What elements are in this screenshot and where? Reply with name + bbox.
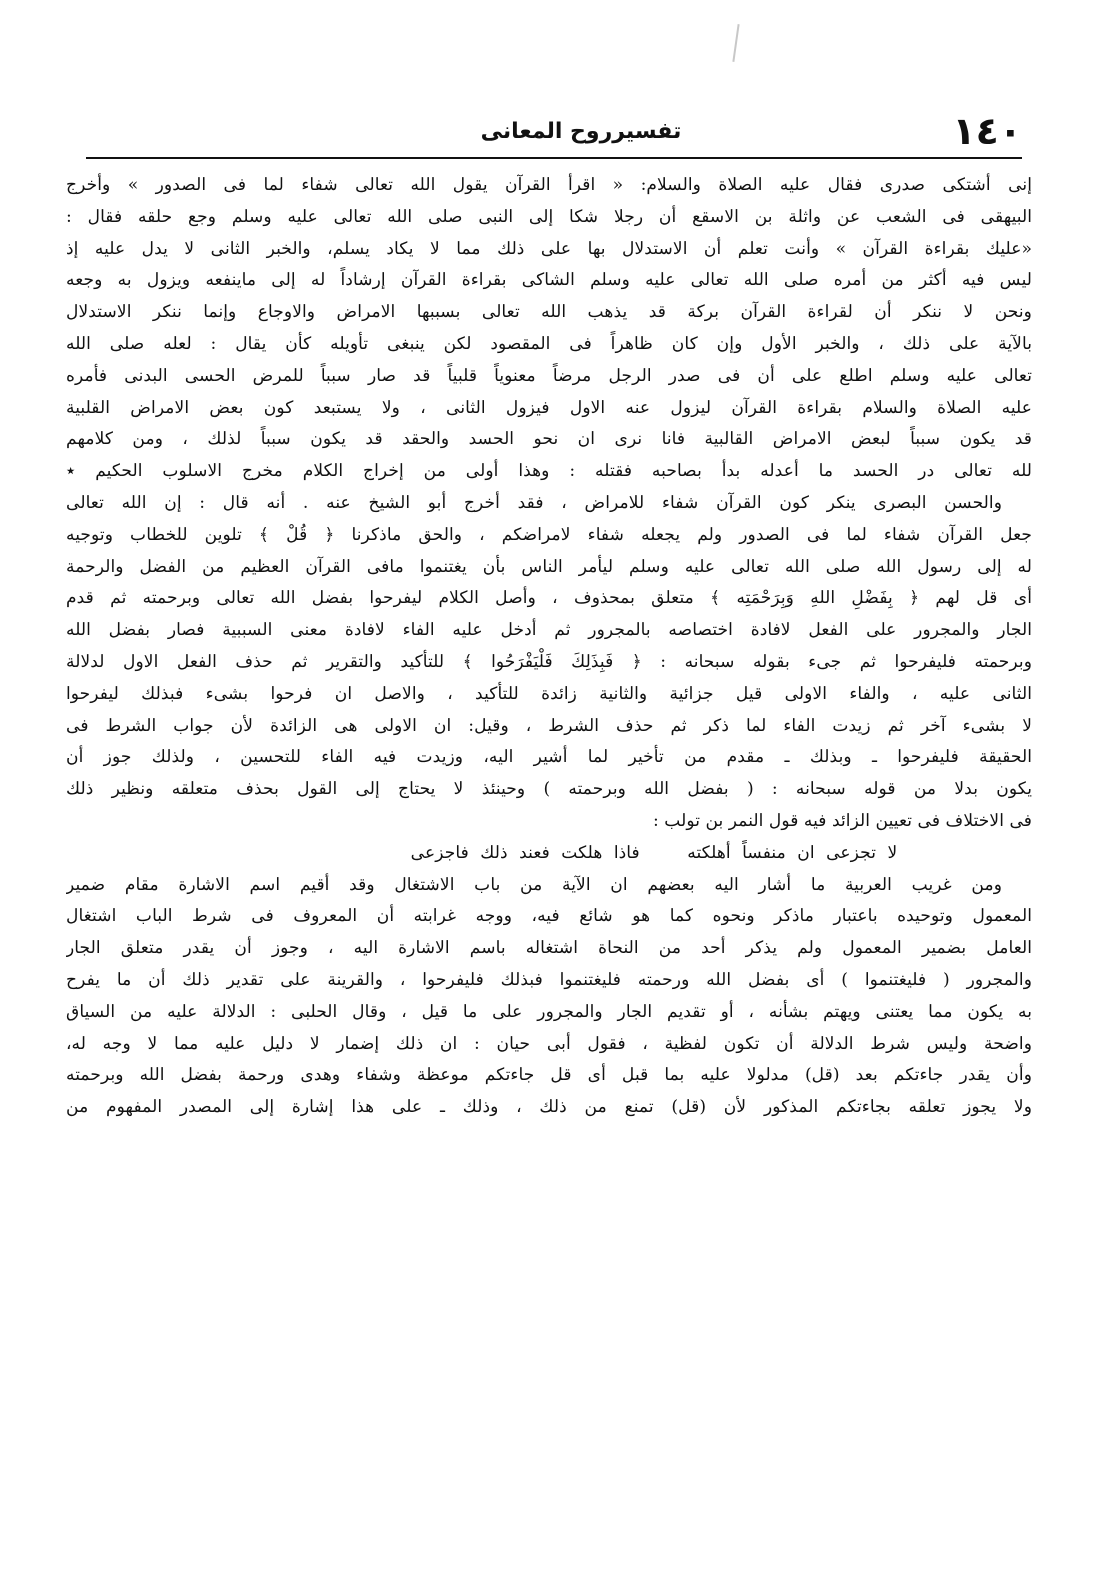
text-line: واضحة وليس شرط الدلالة أن تكون لفظية ، فقول أبى حيان : ان ذلك إضمار لا دليل عليه مما لا وجه له، [66,1033,1032,1054]
text-line: وأن يقدر جاءتكم بعد (قل) مدلولا عليه بما قبل أى قل جاءتكم موعظة وشفاء وهدى ورحمة بفضل الله وبرحمته [66,1065,1032,1086]
text-line: أى قل لهم ﴿ بِفَضْلِ اللهِ وَبِرَحْمَتِه ﴾ متعلق بمحذوف ، وأصل الكلام ليفرحوا بفضل الله تعالى وبرحمته ثم قدم [66,588,1032,609]
text-line: إنى أشتكى صدرى فقال عليه الصلاة والسلام: « اقرأ القرآن يقول الله تعالى شفاء لما فى الصدور » وأخرج [66,175,1032,195]
header-rule [86,157,1022,159]
text-line: والحسن البصرى ينكر كون القرآن شفاء للامراض ، فقد أخرج أبو الشيخ عنه . أنه قال : إن الله تعالى [66,492,1002,513]
text-line: عليه الصلاة والسلام بقراءة القرآن ليزول عنه الاول فيزول الثانى ، ولا يستبعد كون بعض الامراض القلبية [66,397,1032,418]
text-line: به يكون مما يعتنى ويهتم بشأنه ، أو تقديم الجار والمجرور على ما قيل ، وقال الحلبى : الدلالة عليه من السياق [66,1001,1032,1022]
text-line: ومن غريب العربية ما أشار اليه بعضهم ان الآية من باب الاشتغال وقد أقيم اسم الاشارة مقام ضمير [66,874,1002,895]
text-line: بالآية على ذلك ، والخبر الأول وإن كان ظاهراً فى المقصود لكن ينبغى تأويله كأن يقال : لعله صلى الله [66,333,1032,354]
text-line: يكون بدلا من قوله سبحانه : ( بفضل الله وبرحمته ) وحينئذ لا يحتاج إلى القول بحذف متعلقه ونظير ذلك [66,779,1032,800]
text-line: له إلى رسول الله صلى الله تعالى عليه وسلم ليأمر الناس بأن يغتنموا مافى القرآن العظيم من الفضل والرحمة [66,556,1032,577]
verse-second-hemistich: فاذا هلكت فعند ذلك فاجزعى [410,842,640,863]
text-line: لله تعالى در الحسد ما أعدله بدأ بصاحبه فقتله : وهذا أولى من إخراج الكلام مخرج الاسلوب الحكيم ٭ [66,461,1032,482]
text-line: البيهقى فى الشعب عن واثلة بن الاسقع أن رجلا شكا إلى النبى صلى الله تعالى عليه وسلم وجع حلقه فقال : [66,206,1032,227]
text-line: ولا يجوز تعلقه بجاءتكم المذكور لأن (قل) تمنع من ذلك ، وذلك ـ على هذا إشارة إلى المصدر المفهوم من [66,1097,1032,1118]
text-line: الثانى عليه ، والفاء الاولى قيل جزائية والثانية زائدة للتأكيد ، والاصل ان فرحوا بشىء فبذلك ليفرحوا [66,683,1032,704]
text-line: ونحن لا ننكر أن لقراءة القرآن بركة قد يذهب الله تعالى بسببها الامراض والاوجاع وإنما ننكر الاستدلال [66,302,1032,323]
text-line: والمجرور ( فليغتنموا ) أى بفضل الله ورحمته فليغتنموا فبذلك فليفرحوا ، والقرينة على تقدير ذلك أن ما يفرح [66,969,1032,990]
verse-first-hemistich: لا تجزعى ان منفساً أهلكته [687,842,898,863]
text-line: ليس فيه أكثر من أمره صلى الله تعالى عليه وسلم الشاكى بقراءة القرآن إرشاداً له إلى ماينفعه ويزول به وجعه [66,270,1032,291]
text-line: الحقيقة فليفرحوا ـ وبذلك ـ مقدم من تأخير لما أشير اليه، وزيدت فيه الفاء للتحسين ، ولذلك جوز أن [66,747,1032,768]
main-text [66,170,1032,1124]
text-line: جعل القرآن شفاء لما فى الصدور ولم يجعله شفاء لامراضكم ، والحق ماذكرنا ﴿ قُلْ ﴾ تلوين للخطاب وتوجيه [66,524,1032,545]
text-line: لا بشىء آخر ثم زيدت الفاء لما ذكر ثم حذف الشرط ، وقيل: ان الاولى هى الزائدة لأن جواب الشرط فى [66,715,1032,736]
page-header [86,108,1022,160]
page-number: ١٤٠ [952,109,1022,153]
text-line: تعالى عليه وسلم اطلع على أن فى صدر الرجل مرضاً معنوياً قلبياً قد صار سبباً للمرض الحسى البدنى فأمره [66,365,1032,386]
text-line: فى الاختلاف فى تعيين الزائد فيه قول النمر بن تولب : [652,810,1032,831]
paper-mark [732,24,739,62]
text-line: وبرحمته فليفرحوا ثم جىء بقوله سبحانه : ﴿ فَبِذَلِكَ فَلْيَفْرَحُوا ﴾ للتأكيد والتقرير ثم حذف الفعل الاول لدلالة [66,651,1032,672]
text-line: الجار والمجرور على الفعل لافادة اختصاصه بالمجرور ثم أدخل عليه الفاء لافادة معنى السببية فصار بفضل الله [66,620,1032,641]
text-line: «عليك بقراءة القرآن » وأنت تعلم أن الاستدلال بها على ذلك مما لا يكاد يسلم، والخبر الثانى لا يدل عليه إذ [66,238,1032,259]
text-line: العامل بضمير المعمول ولم يذكر أحد من النحاة اشتغاله باسم الاشارة اليه ، وجوز أن يقدر متعلق الجار [66,938,1032,959]
text-line: قد يكون سبباً لبعض الامراض القالبية فانا نرى ان نحو الحسد والحقد قد يكون سبباً لذلك ، ومن كلامهم [66,429,1032,450]
poetry-verse [66,838,1032,870]
running-title: تفسيرروح المعانى [480,119,682,144]
text-line: المعمول وتوحيده باعتبار ماذكر ونحوه كما هو شائع فيه، ووجه غرابته أن المعروف فى شرط الباب اشتغال [66,906,1032,927]
